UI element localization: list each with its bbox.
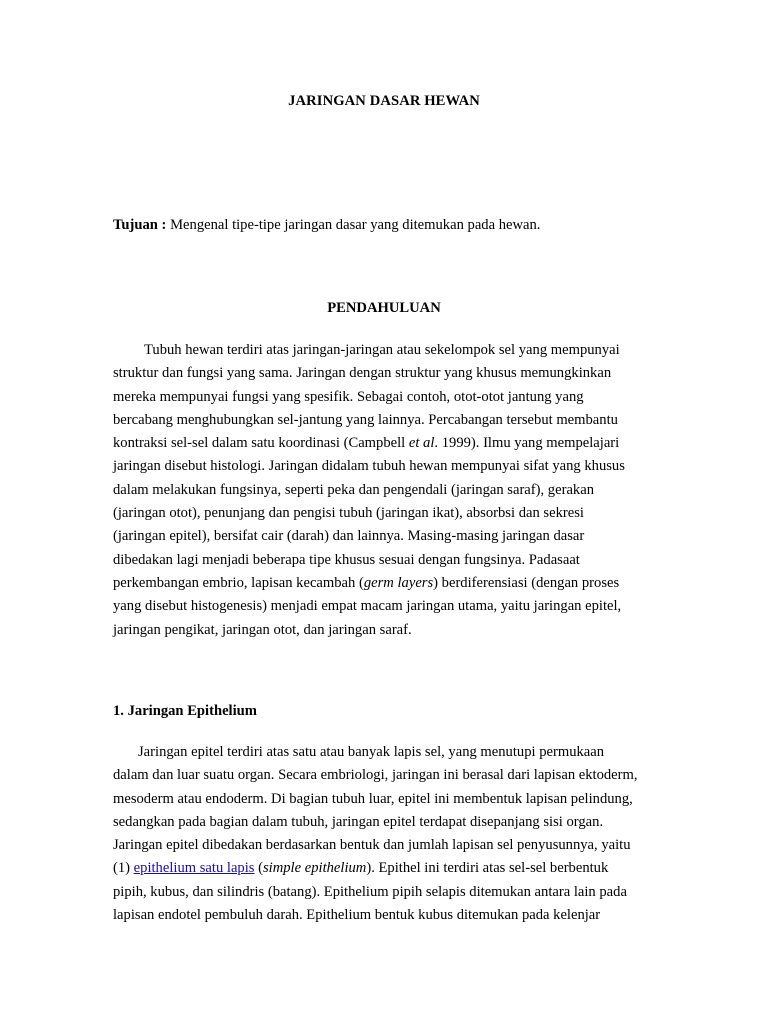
- objective-text: Mengenal tipe-tipe jaringan dasar yang ditemukan pada hewan.: [166, 217, 541, 233]
- paragraph-line: pipih, kubus, dan silindris (batang). Epithelium pipih selapis ditemukan antara lain pada: [113, 883, 627, 900]
- objective-label: Tujuan :: [113, 217, 167, 233]
- paragraph-line: mesoderm atau endoderm. Di bagian tubuh luar, epitel ini membentuk lapisan pelindung,: [113, 790, 633, 807]
- paragraph-line: perkembangan embrio, lapisan kecambah (germ layers) berdiferensiasi (dengan proses: [113, 574, 620, 591]
- paragraph-line: (jaringan otot), penunjang dan pengisi tubuh (jaringan ikat), absorbsi dan sekresi: [113, 505, 584, 522]
- paragraph-line: Tubuh hewan terdiri atas jaringan-jaringan atau sekelompok sel yang mempunyai: [144, 342, 620, 358]
- paragraph-line: bercabang menghubungkan sel-jantung yang lainnya. Percabangan tersebut membantu: [113, 411, 618, 428]
- paragraph-line: kontraksi sel-sel dalam satu koordinasi (Campbell et al. 1999). Ilmu yang mempelajari: [113, 435, 620, 452]
- paragraph-line: dibedakan lagi menjadi beberapa tipe khusus sesuai dengan fungsinya. Padasaat: [113, 551, 580, 568]
- section-title-introduction: PENDAHULUAN: [327, 300, 441, 316]
- paragraph-line: dalam melakukan fungsinya, seperti peka dan pengendali (jaringan saraf), gerakan: [113, 481, 594, 498]
- paragraph-line: Jaringan epitel dibedakan berdasarkan bentuk dan jumlah lapisan sel penyusunnya, yaitu: [113, 837, 631, 854]
- introduction-paragraph: [113, 339, 653, 642]
- paragraph-line: mereka mempunyai fungsi yang spesifik. Sebagai contoh, otot-otot jantung yang: [113, 388, 584, 405]
- section-heading-epithelium: 1. Jaringan Epithelium: [113, 703, 257, 719]
- paragraph-line: struktur dan fungsi yang sama. Jaringan dengan struktur yang khusus memungkinkan: [113, 365, 612, 382]
- italic-citation: et al: [408, 435, 435, 452]
- paragraph-line: sedangkan pada bagian dalam tubuh, jaringan epitel terdapat disepanjang sisi organ.: [113, 813, 604, 830]
- italic-term: simple epithelium: [262, 860, 367, 877]
- paragraph-line: dalam dan luar suatu organ. Secara embriologi, jaringan ini berasal dari lapisan ektoderm,: [113, 767, 638, 784]
- epithelium-paragraph: [113, 741, 653, 927]
- document-title: JARINGAN DASAR HEWAN: [288, 93, 480, 109]
- paragraph-line: yang disebut histogenesis) menjadi empat macam jaringan utama, yaitu jaringan epitel,: [113, 598, 622, 615]
- objective-line: [113, 217, 673, 234]
- epithelium-satu-lapis-link[interactable]: epithelium satu lapis: [133, 860, 255, 877]
- italic-term: germ layers: [363, 574, 434, 591]
- paragraph-line: lapisan endotel pembuluh darah. Epithelium bentuk kubus ditemukan pada kelenjar: [113, 907, 601, 924]
- paragraph-line: (1) epithelium satu lapis (simple epithelium). Epithel ini terdiri atas sel-sel berbentuk: [113, 860, 609, 877]
- paragraph-line: Jaringan epitel terdiri atas satu atau banyak lapis sel, yang menutupi permukaan: [138, 744, 605, 760]
- paragraph-line: jaringan disebut histologi. Jaringan didalam tubuh hewan mempunyai sifat yang khusus: [113, 458, 625, 475]
- paragraph-line: jaringan pengikat, jaringan otot, dan jaringan saraf.: [113, 621, 412, 638]
- paragraph-line: (jaringan epitel), bersifat cair (darah) dan lainnya. Masing-masing jaringan dasar: [113, 528, 585, 545]
